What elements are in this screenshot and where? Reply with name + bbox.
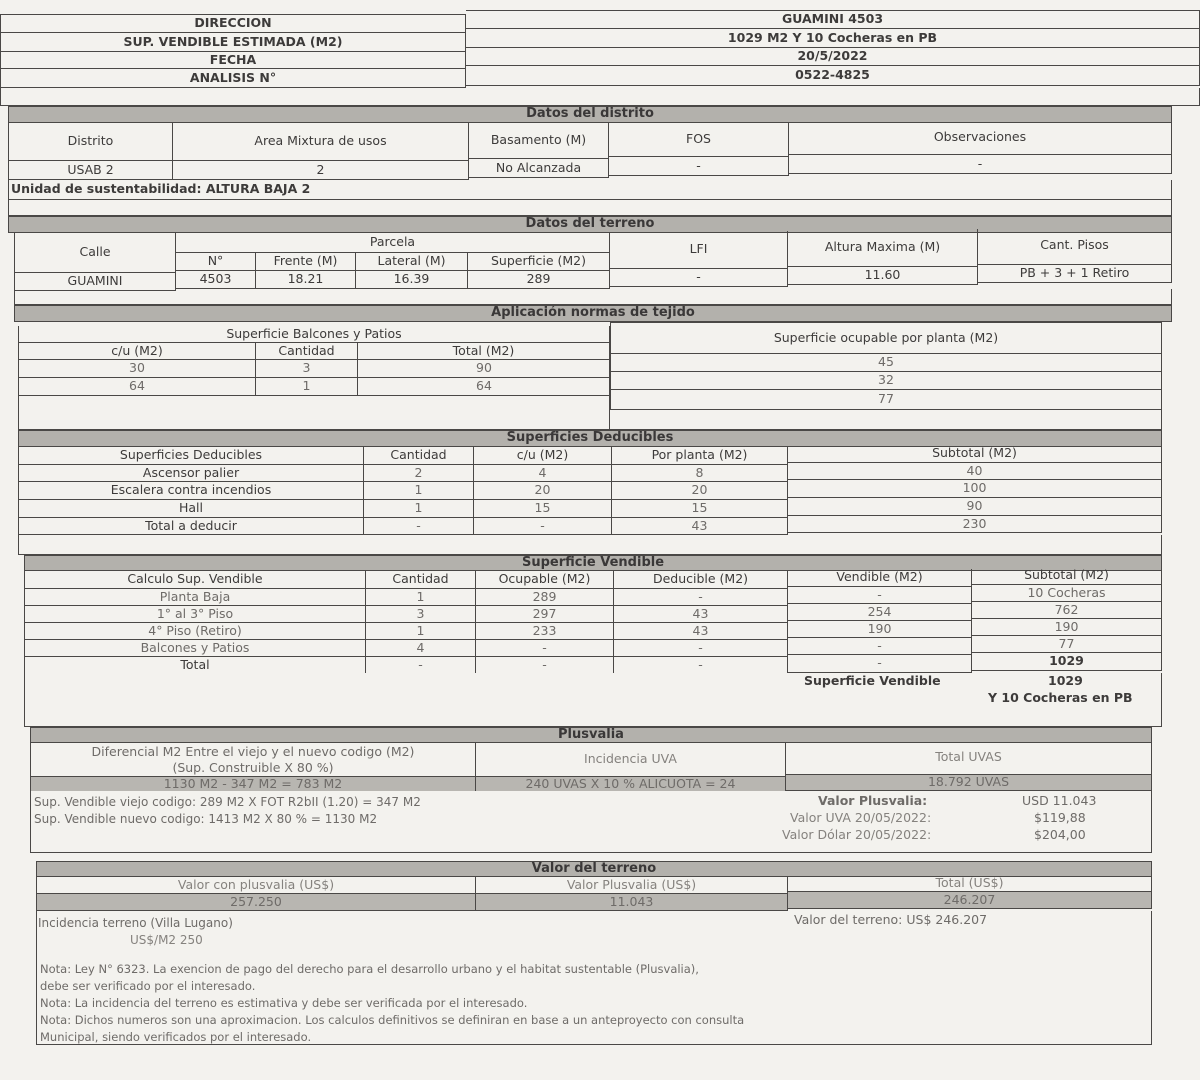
deducibles-header-4: Subtotal (M2) — [788, 445, 1162, 463]
deducibles-row-ascensor-planta: 8 — [612, 465, 788, 482]
deducibles-row-total-cu: - — [474, 518, 612, 535]
terreno-value-lateral: 16.39 — [356, 271, 468, 289]
vendible-title: Superficie Vendible — [24, 555, 1162, 571]
plusvalia-total-value: 18.792 UVAS — [786, 775, 1152, 791]
vendible-row-pb-cantidad: 1 — [366, 589, 476, 606]
vendible-header-2: Ocupable (M2) — [476, 571, 614, 589]
tejido-balcones-title: Superficie Balcones y Patios — [18, 326, 610, 343]
plusvalia-dolar-label: Valor Dólar 20/05/2022: — [782, 827, 932, 842]
valor-terreno-value-con: 257.250 — [36, 894, 476, 911]
plusvalia-uva-label: Valor UVA 20/05/2022: — [790, 810, 932, 825]
deducibles-header-2: c/u (M2) — [474, 447, 612, 465]
deducibles-row-ascensor-cu: 4 — [474, 465, 612, 482]
tejido-balcones-spacer — [18, 396, 610, 430]
vendible-row-total-deducible: - — [614, 657, 788, 675]
plusvalia-viejo: Sup. Vendible viejo codigo: 289 M2 X FOT R2bII (1.20) = 347 M2 — [34, 795, 421, 809]
deducibles-row-ascensor-label: Ascensor palier — [18, 465, 364, 482]
vendible-row-pb-deducible: - — [614, 589, 788, 606]
plusvalia-uva-value: $119,88 — [1034, 810, 1086, 825]
vendible-row-4-cantidad: 1 — [366, 623, 476, 640]
plusvalia-valor-value: USD 11.043 — [1022, 793, 1097, 808]
tejido-ocupable-value-1: 45 — [610, 354, 1162, 372]
header-value-superficie: 1029 M2 Y 10 Cocheras en PB — [466, 29, 1200, 48]
vendible-header-3: Deducible (M2) — [614, 571, 788, 589]
vendible-row-total-ocupable: - — [476, 657, 614, 675]
vendible-row-1-3-vendible: 254 — [788, 604, 972, 621]
terreno-value-pisos: PB + 3 + 1 Retiro — [978, 265, 1172, 283]
vendible-row-total-label: Total — [24, 657, 366, 675]
terreno-title: Datos del terreno — [8, 216, 1172, 233]
vendible-row-4-label: 4° Piso (Retiro) — [24, 623, 366, 640]
vendible-header-1: Cantidad — [366, 571, 476, 589]
terreno-value-superficie: 289 — [468, 271, 610, 289]
distrito-value-area: 2 — [173, 161, 469, 180]
terreno-header-frente: Frente (M) — [256, 253, 356, 271]
note-line-2: debe ser verificado por el interesado. — [40, 979, 256, 993]
distrito-title: Datos del distrito — [8, 106, 1172, 123]
terreno-header-pisos: Cant. Pisos — [978, 227, 1172, 265]
deducibles-header-1: Cantidad — [364, 447, 474, 465]
vendible-row-pb-label: Planta Baja — [24, 589, 366, 606]
vendible-row-4-deducible: 43 — [614, 623, 788, 640]
header-label-direccion: DIRECCION — [0, 14, 466, 33]
header-value-direccion: GUAMINI 4503 — [466, 10, 1200, 29]
vendible-row-1-3-subtotal: 762 — [972, 602, 1162, 619]
tejido-balcones-row1-cantidad: 3 — [256, 360, 358, 378]
valor-terreno-incidencia-line2: US$/M2 250 — [130, 933, 203, 947]
deducibles-row-total-cantidad: - — [364, 518, 474, 535]
terreno-header-lfi: LFI — [610, 231, 788, 269]
deducibles-row-hall-cu: 15 — [474, 500, 612, 518]
vendible-summary-extra: Y 10 Cocheras en PB — [988, 690, 1133, 705]
vendible-summary-label: Superficie Vendible — [804, 673, 941, 688]
vendible-row-balcones-deducible: - — [614, 640, 788, 657]
vendible-row-balcones-vendible: - — [788, 638, 972, 655]
vendible-header-0: Calculo Sup. Vendible — [24, 571, 366, 589]
plusvalia-title: Plusvalia — [30, 727, 1152, 743]
vendible-row-1-3-ocupable: 297 — [476, 606, 614, 623]
plusvalia-diferencial-line1: Diferencial M2 Entre el viejo y el nuevo codigo (M2) — [30, 743, 476, 761]
valor-terreno-value-total: 246.207 — [788, 892, 1152, 909]
deducibles-row-total-label: Total a deducir — [18, 518, 364, 535]
tejido-balcones-row1-cu: 30 — [18, 360, 256, 378]
distrito-value-fos: - — [609, 157, 789, 176]
header-value-fecha: 20/5/2022 — [466, 48, 1200, 66]
vendible-row-4-vendible: 190 — [788, 621, 972, 638]
header-value-analisis: 0522-4825 — [466, 66, 1200, 86]
vendible-row-pb-vendible: - — [788, 587, 972, 604]
terreno-value-altura: 11.60 — [788, 267, 978, 285]
deducibles-header-0: Superficies Deducibles — [18, 447, 364, 465]
tejido-title: Aplicación normas de tejido — [14, 305, 1172, 322]
plusvalia-dolar-value: $204,00 — [1034, 827, 1086, 842]
valor-terreno-value-plusvalia: 11.043 — [476, 894, 788, 911]
deducibles-row-escalera-planta: 20 — [612, 482, 788, 500]
distrito-header-observaciones: Observaciones — [789, 121, 1172, 155]
tejido-ocupable-title: Superficie ocupable por planta (M2) — [610, 322, 1162, 354]
terreno-value-calle: GUAMINI — [14, 273, 176, 291]
terreno-value-numero: 4503 — [176, 271, 256, 289]
distrito-value-basamento: No Alcanzada — [469, 159, 609, 178]
valor-terreno-final: Valor del terreno: US$ 246.207 — [794, 912, 988, 927]
deducibles-row-escalera-subtotal: 100 — [788, 480, 1162, 498]
vendible-row-balcones-ocupable: - — [476, 640, 614, 657]
vendible-row-1-3-cantidad: 3 — [366, 606, 476, 623]
valor-terreno-incidencia-line1: Incidencia terreno (Villa Lugano) — [38, 916, 233, 930]
vendible-row-pb-subtotal: 10 Cocheras — [972, 585, 1162, 602]
distrito-header-fos: FOS — [609, 123, 789, 157]
terreno-header-parcela: Parcela — [176, 233, 610, 253]
valor-terreno-header-plusvalia: Valor Plusvalia (US$) — [476, 877, 788, 894]
distrito-header-area: Area Mixtura de usos — [173, 123, 469, 161]
vendible-row-total-cantidad: - — [366, 657, 476, 675]
deducibles-title: Superficies Deducibles — [18, 430, 1162, 447]
terreno-header-numero: N° — [176, 253, 256, 271]
vendible-row-1-3-deducible: 43 — [614, 606, 788, 623]
deducibles-row-ascensor-subtotal: 40 — [788, 463, 1162, 480]
tejido-balcones-header-total: Total (M2) — [358, 343, 610, 360]
tejido-ocupable-value-2: 32 — [610, 372, 1162, 390]
distrito-value-distrito: USAB 2 — [8, 161, 173, 180]
header-label-superficie: SUP. VENDIBLE ESTIMADA (M2) — [0, 33, 466, 52]
tejido-balcones-row2-cantidad: 1 — [256, 378, 358, 396]
vendible-row-balcones-label: Balcones y Patios — [24, 640, 366, 657]
vendible-row-total-subtotal: 1029 — [972, 653, 1162, 671]
tejido-balcones-row2-total: 64 — [358, 378, 610, 396]
distrito-header-basamento: Basamento (M) — [469, 123, 609, 159]
tejido-ocupable-value-3: 77 — [610, 390, 1162, 410]
valor-terreno-title: Valor del terreno — [36, 861, 1152, 877]
plusvalia-diferencial-line2: (Sup. Construible X 80 %) — [30, 761, 476, 777]
note-line-1: Nota: Ley N° 6323. La exencion de pago del derecho para el desarrollo urbano y el habitat sustentable (Plusvalia), — [40, 962, 699, 976]
distrito-spacer — [8, 200, 1172, 216]
vendible-row-total-vendible: - — [788, 655, 972, 673]
plusvalia-incidencia-label: Incidencia UVA — [476, 743, 786, 777]
vendible-row-4-subtotal: 190 — [972, 619, 1162, 636]
vendible-row-pb-ocupable: 289 — [476, 589, 614, 606]
header-label-analisis: ANALISIS N° — [0, 69, 466, 88]
terreno-header-altura: Altura Maxima (M) — [788, 229, 978, 267]
deducibles-row-hall-label: Hall — [18, 500, 364, 518]
valor-terreno-header-con: Valor con plusvalia (US$) — [36, 877, 476, 894]
vendible-row-4-ocupable: 233 — [476, 623, 614, 640]
vendible-row-balcones-subtotal: 77 — [972, 636, 1162, 653]
deducibles-row-hall-cantidad: 1 — [364, 500, 474, 518]
terreno-header-lateral: Lateral (M) — [356, 253, 468, 271]
terreno-header-calle: Calle — [14, 233, 176, 273]
header-label-fecha: FECHA — [0, 52, 466, 69]
vendible-header-5: Subtotal (M2) — [972, 567, 1162, 585]
deducibles-row-total-subtotal: 230 — [788, 516, 1162, 533]
vendible-row-balcones-cantidad: 4 — [366, 640, 476, 657]
valor-terreno-header-total: Total (US$) — [788, 875, 1152, 892]
terreno-header-superficie: Superficie (M2) — [468, 253, 610, 271]
terreno-value-frente: 18.21 — [256, 271, 356, 289]
note-line-4: Nota: Dichos numeros son una aproximacion. Los calculos definitivos se definiran en base a un anteproyecto con consulta — [40, 1013, 745, 1027]
deducibles-row-hall-subtotal: 90 — [788, 498, 1162, 516]
deducibles-header-3: Por planta (M2) — [612, 447, 788, 465]
plusvalia-valor-label: Valor Plusvalia: — [818, 793, 928, 808]
header-spacer-row — [0, 88, 1200, 106]
deducibles-row-hall-planta: 15 — [612, 500, 788, 518]
deducibles-row-total-planta: 43 — [612, 518, 788, 535]
deducibles-row-escalera-cu: 20 — [474, 482, 612, 500]
deducibles-row-ascensor-cantidad: 2 — [364, 465, 474, 482]
terreno-value-lfi: - — [610, 269, 788, 287]
terreno-spacer — [14, 289, 1172, 305]
note-line-3: Nota: La incidencia del terreno es estimativa y debe ser verificada por el interesado. — [40, 996, 528, 1010]
plusvalia-total-label: Total UVAS — [786, 741, 1152, 775]
vendible-row-1-3-label: 1° al 3° Piso — [24, 606, 366, 623]
distrito-header-distrito: Distrito — [8, 123, 173, 161]
tejido-ocupable-spacer — [610, 410, 1162, 430]
vendible-summary-value: 1029 — [1048, 673, 1083, 688]
note-line-5: Municipal, siendo verificados por el interesado. — [40, 1030, 312, 1044]
plusvalia-nuevo: Sup. Vendible nuevo codigo: 1413 M2 X 80 % = 1130 M2 — [34, 812, 378, 826]
tejido-balcones-row2-cu: 64 — [18, 378, 256, 396]
plusvalia-incidencia-value: 240 UVAS X 10 % ALICUOTA = 24 — [476, 777, 786, 793]
deducibles-row-escalera-label: Escalera contra incendios — [18, 482, 364, 500]
deducibles-spacer — [18, 535, 1162, 555]
distrito-unidad: Unidad de sustentabilidad: ALTURA BAJA 2 — [8, 180, 1172, 200]
deducibles-row-escalera-cantidad: 1 — [364, 482, 474, 500]
vendible-header-4: Vendible (M2) — [788, 569, 972, 587]
distrito-value-observaciones: - — [789, 155, 1172, 174]
tejido-balcones-header-cu: c/u (M2) — [18, 343, 256, 360]
plusvalia-diferencial-value: 1130 M2 - 347 M2 = 783 M2 — [30, 777, 476, 793]
tejido-balcones-row1-total: 90 — [358, 360, 610, 378]
tejido-balcones-header-cantidad: Cantidad — [256, 343, 358, 360]
